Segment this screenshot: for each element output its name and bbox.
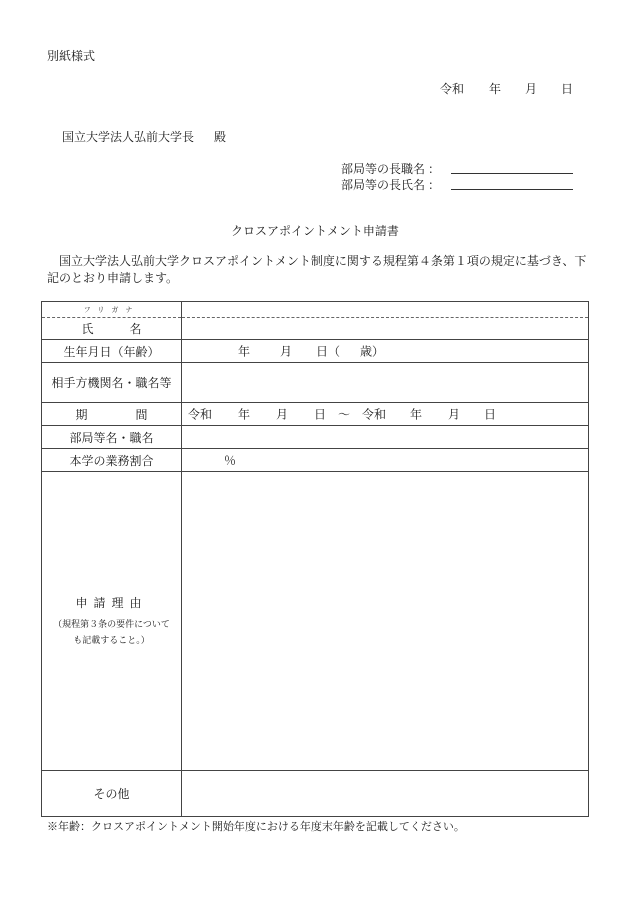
applicant-name-field[interactable] [451,189,573,190]
birth-age: 歳） [360,344,385,359]
reason-field[interactable] [182,472,589,771]
period-start-day: 日 [314,407,327,422]
furigana-label: フリガナ [42,302,182,318]
intro-body: 国立大学法人弘前大学クロスアポイントメント制度に関する規程第４条第１項の規定に基づき、下記のとおり申請します。 [47,254,587,285]
form-label: 別紙様式 [47,49,96,63]
date-day: 日 [561,82,574,96]
date-line [0,80,630,96]
period-label-a: 期 [75,407,88,422]
partner-org-label: 相手方機関名・職名等 [42,363,182,403]
other-label: その他 [42,771,182,817]
birth-day: 日（ [316,344,341,359]
intro-text [47,253,587,287]
date-year: 年 [489,82,502,96]
period-label-b: 間 [135,407,148,422]
birth-year: 年 [238,344,251,359]
colon: ： [428,178,441,192]
applicant-name-label: 部局等の長氏名 [341,178,426,192]
date-month: 月 [525,82,538,96]
applicant-name-row [341,176,441,193]
other-row [42,771,589,817]
document-title: クロスアポイントメント申請書 [231,224,399,238]
name-field[interactable] [182,318,589,340]
furigana-field[interactable] [182,302,589,318]
addressee [62,128,226,145]
partner-org-field[interactable] [182,363,589,403]
birth-label: 生年月日（年齢） [42,340,182,363]
period-field[interactable] [182,403,589,426]
colon: ： [428,162,441,176]
birth-row [42,340,589,363]
reason-label-cell [42,472,182,771]
birth-field[interactable] [182,340,589,363]
period-label [42,403,182,426]
reason-note: （規程第３条の要件について も記載すること。） [53,619,170,646]
period-end-day: 日 [484,407,497,422]
date-era: 令和 [440,82,465,96]
addressee-name: 国立大学法人弘前大学長 [62,130,195,144]
partner-org-row [42,363,589,403]
period-start-era: 令和 [188,407,213,422]
furigana-row [42,302,589,318]
footnote: ※年齢：クロスアポイントメント開始年度における年度末年齢を記載してください。 [47,820,465,833]
work-ratio-unit: ％ [224,453,237,468]
department-label: 部局等名・職名 [42,426,182,449]
name-label-a: 氏 [81,322,94,336]
department-field[interactable] [182,426,589,449]
addressee-honorific: 殿 [214,130,227,144]
other-field[interactable] [182,771,589,817]
period-end-month: 月 [448,407,461,422]
period-end-year: 年 [410,407,423,422]
birth-month: 月 [280,344,293,359]
period-tilde: ～ [338,407,351,422]
applicant-position-field[interactable] [451,173,573,174]
application-table [41,301,589,817]
reason-row [42,472,589,771]
name-label-b: 名 [129,322,142,336]
period-start-year: 年 [238,407,251,422]
work-ratio-field[interactable] [182,449,589,472]
work-ratio-row [42,449,589,472]
department-row [42,426,589,449]
applicant-position-label: 部局等の長職名 [341,162,426,176]
name-label [42,318,182,340]
period-row [42,403,589,426]
name-row [42,318,589,340]
period-end-era: 令和 [362,407,387,422]
work-ratio-label: 本学の業務割合 [42,449,182,472]
reason-label: 申請理由 [75,595,148,610]
applicant-position-row [341,160,441,177]
period-start-month: 月 [276,407,289,422]
